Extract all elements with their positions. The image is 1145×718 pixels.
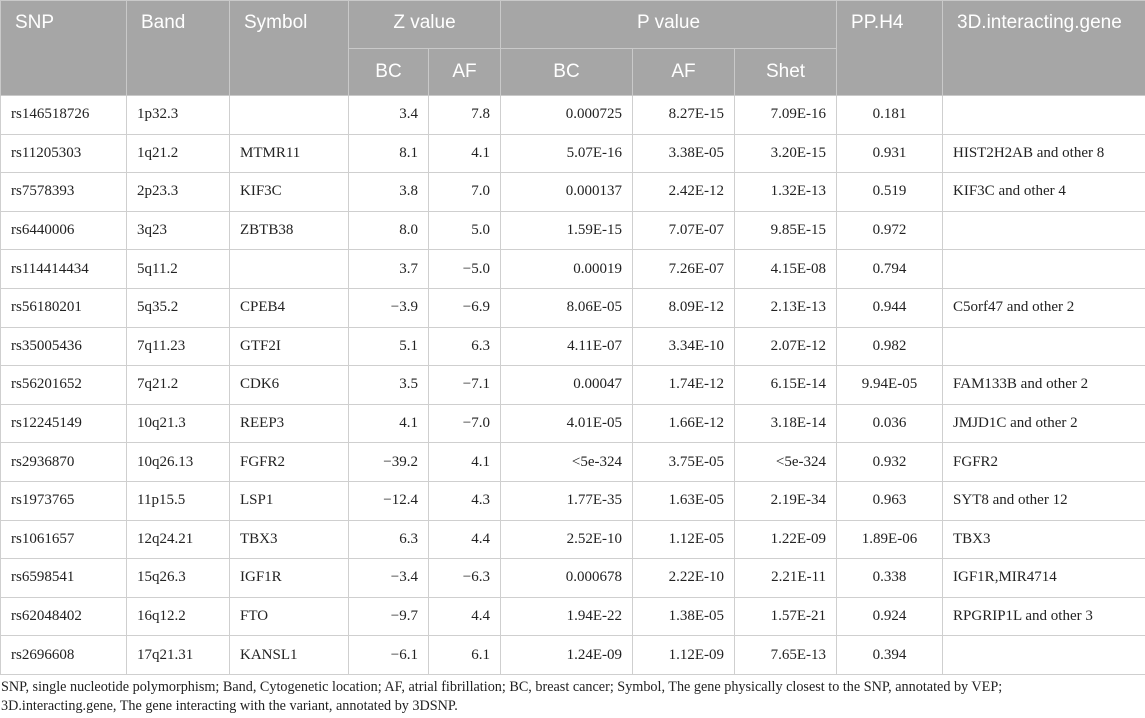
table-row (1, 288, 1145, 327)
cell-z-af: 7.8 (429, 96, 501, 135)
table-row (1, 520, 1145, 559)
cell-gene3d (943, 96, 1145, 135)
cell-symbol: GTF2I (230, 327, 349, 366)
cell-p-af: 8.27E-15 (633, 96, 735, 135)
cell-symbol (230, 250, 349, 289)
cell-pph4: 0.394 (837, 636, 943, 675)
header-p-value: P value (501, 1, 837, 49)
cell-z-af: 6.3 (429, 327, 501, 366)
cell-gene3d: IGF1R,MIR4714 (943, 559, 1145, 598)
cell-p-af: 7.07E-07 (633, 211, 735, 250)
cell-p-af: 1.74E-12 (633, 366, 735, 405)
cell-p-af: 3.38E-05 (633, 134, 735, 173)
cell-gene3d: C5orf47 and other 2 (943, 288, 1145, 327)
cell-p-af: 1.63E-05 (633, 481, 735, 520)
cell-p-bc: 0.00019 (501, 250, 633, 289)
cell-z-bc: 8.0 (349, 211, 429, 250)
cell-p-shet: 1.22E-09 (735, 520, 837, 559)
cell-pph4: 0.972 (837, 211, 943, 250)
cell-z-bc: −12.4 (349, 481, 429, 520)
cell-band: 17q21.31 (127, 636, 230, 675)
cell-p-shet: 3.20E-15 (735, 134, 837, 173)
cell-symbol: MTMR11 (230, 134, 349, 173)
cell-symbol: LSP1 (230, 481, 349, 520)
cell-p-shet: <5e-324 (735, 443, 837, 482)
table-row (1, 211, 1145, 250)
cell-z-af: 6.1 (429, 636, 501, 675)
cell-z-af: 5.0 (429, 211, 501, 250)
cell-z-bc: 3.7 (349, 250, 429, 289)
cell-gene3d: SYT8 and other 12 (943, 481, 1145, 520)
cell-snp: rs146518726 (1, 96, 127, 135)
cell-z-af: −7.1 (429, 366, 501, 405)
cell-symbol: KANSL1 (230, 636, 349, 675)
cell-pph4: 0.036 (837, 404, 943, 443)
cell-z-af: 7.0 (429, 173, 501, 212)
cell-gene3d: TBX3 (943, 520, 1145, 559)
cell-z-af: −6.3 (429, 559, 501, 598)
cell-z-bc: −3.9 (349, 288, 429, 327)
cell-band: 15q26.3 (127, 559, 230, 598)
cell-p-bc: 1.59E-15 (501, 211, 633, 250)
cell-p-bc: 5.07E-16 (501, 134, 633, 173)
table-row (1, 636, 1145, 675)
cell-p-af: 1.12E-09 (633, 636, 735, 675)
cell-p-af: 1.66E-12 (633, 404, 735, 443)
cell-p-bc: 4.01E-05 (501, 404, 633, 443)
table-row (1, 481, 1145, 520)
cell-band: 3q23 (127, 211, 230, 250)
cell-p-bc: 0.000678 (501, 559, 633, 598)
table-row (1, 173, 1145, 212)
cell-pph4: 0.931 (837, 134, 943, 173)
header-row-1 (1, 1, 1145, 49)
table-row (1, 559, 1145, 598)
cell-p-af: 3.34E-10 (633, 327, 735, 366)
table-body (1, 96, 1145, 675)
cell-z-bc: 6.3 (349, 520, 429, 559)
cell-p-bc: 1.94E-22 (501, 597, 633, 636)
table-row (1, 597, 1145, 636)
footnote-line-1: SNP, single nucleotide polymorphism; Band, Cytogenetic location; AF, atrial fibrillation; BC, breast cancer; Symbol, The gene physically closest to the SNP, annotated by VEP; (1, 679, 1003, 695)
header-3d-interacting-gene: 3D.interacting.gene (943, 1, 1145, 96)
cell-symbol: ZBTB38 (230, 211, 349, 250)
cell-z-bc: 5.1 (349, 327, 429, 366)
header-snp: SNP (1, 1, 127, 96)
cell-symbol: FTO (230, 597, 349, 636)
footnote-line-2: 3D.interacting.gene, The gene interacting with the variant, annotated by 3DSNP. (1, 698, 458, 714)
cell-p-shet: 6.15E-14 (735, 366, 837, 405)
cell-z-bc: 3.4 (349, 96, 429, 135)
cell-z-af: −6.9 (429, 288, 501, 327)
cell-snp: rs1973765 (1, 481, 127, 520)
cell-band: 10q26.13 (127, 443, 230, 482)
cell-symbol: IGF1R (230, 559, 349, 598)
cell-snp: rs114414434 (1, 250, 127, 289)
cell-band: 2p23.3 (127, 173, 230, 212)
cell-gene3d: FAM133B and other 2 (943, 366, 1145, 405)
cell-p-af: 7.26E-07 (633, 250, 735, 289)
cell-p-shet: 7.65E-13 (735, 636, 837, 675)
cell-band: 1p32.3 (127, 96, 230, 135)
table-row (1, 250, 1145, 289)
cell-pph4: 9.94E-05 (837, 366, 943, 405)
cell-z-bc: 4.1 (349, 404, 429, 443)
header-pph4: PP.H4 (837, 1, 943, 96)
cell-p-bc: <5e-324 (501, 443, 633, 482)
cell-p-shet: 7.09E-16 (735, 96, 837, 135)
cell-snp: rs6440006 (1, 211, 127, 250)
cell-snp: rs11205303 (1, 134, 127, 173)
cell-snp: rs56201652 (1, 366, 127, 405)
cell-gene3d: RPGRIP1L and other 3 (943, 597, 1145, 636)
header-p-af: AF (633, 49, 735, 96)
cell-band: 10q21.3 (127, 404, 230, 443)
cell-pph4: 0.924 (837, 597, 943, 636)
cell-p-shet: 2.07E-12 (735, 327, 837, 366)
cell-p-bc: 0.000137 (501, 173, 633, 212)
cell-band: 5q35.2 (127, 288, 230, 327)
cell-gene3d: KIF3C and other 4 (943, 173, 1145, 212)
header-z-bc: BC (349, 49, 429, 96)
cell-pph4: 0.338 (837, 559, 943, 598)
cell-snp: rs2696608 (1, 636, 127, 675)
cell-p-shet: 4.15E-08 (735, 250, 837, 289)
cell-z-bc: 3.5 (349, 366, 429, 405)
table-row (1, 327, 1145, 366)
cell-p-bc: 0.000725 (501, 96, 633, 135)
table-row (1, 443, 1145, 482)
cell-band: 7q21.2 (127, 366, 230, 405)
cell-snp: rs35005436 (1, 327, 127, 366)
cell-gene3d: JMJD1C and other 2 (943, 404, 1145, 443)
cell-band: 16q12.2 (127, 597, 230, 636)
cell-p-af: 2.42E-12 (633, 173, 735, 212)
cell-symbol: KIF3C (230, 173, 349, 212)
cell-gene3d (943, 327, 1145, 366)
cell-z-af: 4.4 (429, 597, 501, 636)
cell-pph4: 0.932 (837, 443, 943, 482)
header-band: Band (127, 1, 230, 96)
cell-pph4: 1.89E-06 (837, 520, 943, 559)
cell-z-af: 4.1 (429, 134, 501, 173)
cell-p-bc: 0.00047 (501, 366, 633, 405)
cell-z-af: 4.4 (429, 520, 501, 559)
cell-p-af: 1.38E-05 (633, 597, 735, 636)
header-z-af: AF (429, 49, 501, 96)
cell-snp: rs62048402 (1, 597, 127, 636)
cell-symbol: CPEB4 (230, 288, 349, 327)
cell-z-af: 4.1 (429, 443, 501, 482)
cell-symbol: CDK6 (230, 366, 349, 405)
cell-p-shet: 2.21E-11 (735, 559, 837, 598)
cell-band: 12q24.21 (127, 520, 230, 559)
cell-z-bc: 3.8 (349, 173, 429, 212)
cell-snp: rs1061657 (1, 520, 127, 559)
cell-gene3d (943, 211, 1145, 250)
cell-symbol: FGFR2 (230, 443, 349, 482)
cell-p-shet: 2.19E-34 (735, 481, 837, 520)
cell-symbol: TBX3 (230, 520, 349, 559)
header-p-bc: BC (501, 49, 633, 96)
cell-pph4: 0.963 (837, 481, 943, 520)
cell-band: 1q21.2 (127, 134, 230, 173)
cell-snp: rs2936870 (1, 443, 127, 482)
cell-z-af: 4.3 (429, 481, 501, 520)
cell-p-af: 2.22E-10 (633, 559, 735, 598)
table-row (1, 134, 1145, 173)
cell-p-bc: 1.24E-09 (501, 636, 633, 675)
cell-pph4: 0.982 (837, 327, 943, 366)
cell-gene3d (943, 636, 1145, 675)
cell-p-af: 8.09E-12 (633, 288, 735, 327)
cell-snp: rs12245149 (1, 404, 127, 443)
cell-z-bc: −39.2 (349, 443, 429, 482)
cell-band: 11p15.5 (127, 481, 230, 520)
cell-pph4: 0.181 (837, 96, 943, 135)
cell-p-af: 1.12E-05 (633, 520, 735, 559)
table-header (1, 1, 1145, 96)
cell-p-bc: 2.52E-10 (501, 520, 633, 559)
cell-z-bc: −9.7 (349, 597, 429, 636)
cell-gene3d: HIST2H2AB and other 8 (943, 134, 1145, 173)
cell-z-bc: −6.1 (349, 636, 429, 675)
cell-pph4: 0.794 (837, 250, 943, 289)
cell-z-af: −7.0 (429, 404, 501, 443)
cell-pph4: 0.519 (837, 173, 943, 212)
cell-band: 5q11.2 (127, 250, 230, 289)
header-symbol: Symbol (230, 1, 349, 96)
cell-p-shet: 3.18E-14 (735, 404, 837, 443)
cell-symbol: REEP3 (230, 404, 349, 443)
cell-gene3d (943, 250, 1145, 289)
cell-p-shet: 1.32E-13 (735, 173, 837, 212)
cell-z-bc: −3.4 (349, 559, 429, 598)
cell-p-shet: 1.57E-21 (735, 597, 837, 636)
cell-p-af: 3.75E-05 (633, 443, 735, 482)
cell-band: 7q11.23 (127, 327, 230, 366)
header-z-value: Z value (349, 1, 501, 49)
cell-p-bc: 4.11E-07 (501, 327, 633, 366)
cell-snp: rs56180201 (1, 288, 127, 327)
cell-pph4: 0.944 (837, 288, 943, 327)
cell-z-bc: 8.1 (349, 134, 429, 173)
cell-p-shet: 9.85E-15 (735, 211, 837, 250)
table-row (1, 404, 1145, 443)
cell-z-af: −5.0 (429, 250, 501, 289)
cell-snp: rs7578393 (1, 173, 127, 212)
table-row (1, 96, 1145, 135)
cell-p-bc: 1.77E-35 (501, 481, 633, 520)
cell-snp: rs6598541 (1, 559, 127, 598)
cell-p-bc: 8.06E-05 (501, 288, 633, 327)
cell-gene3d: FGFR2 (943, 443, 1145, 482)
cell-symbol (230, 96, 349, 135)
table-row (1, 366, 1145, 405)
cell-p-shet: 2.13E-13 (735, 288, 837, 327)
table-footnote (0, 678, 1141, 716)
header-p-shet: Shet (735, 49, 837, 96)
